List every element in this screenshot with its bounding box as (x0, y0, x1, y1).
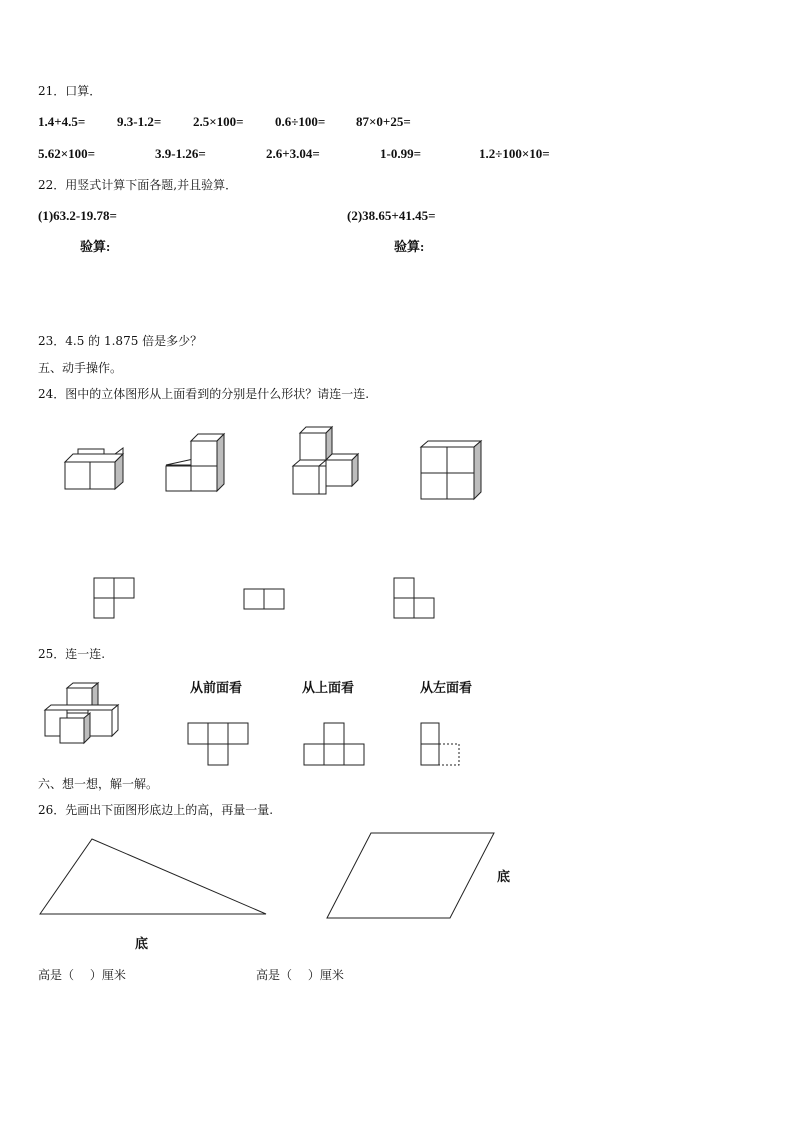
q21-item-5: 87×0+25= (356, 114, 411, 129)
q21-item-4: 0.6÷100= (275, 114, 326, 129)
q21-item-9: 1-0.99= (380, 146, 421, 161)
q26-parallelogram (324, 830, 498, 922)
q26-triangle (36, 836, 272, 918)
q25-view-front (186, 720, 252, 768)
q24-topview-1 (93, 577, 137, 621)
q22-title: 22．用竖式计算下面各题,并且验算． (38, 178, 238, 192)
q24-solid-4 (418, 438, 484, 502)
q26-parallelogram-base-label: 底 (497, 869, 511, 884)
q26-height-answer-2: 高是（ ）厘米 (256, 968, 344, 982)
q25-label-left: 从左面看 (420, 680, 473, 695)
q21-item-10: 1.2÷100×10= (479, 146, 550, 161)
q26-title: 26．先画出下面图形底边上的高，再量一量. (38, 803, 274, 817)
q22-problem-1: (1)63.2-19.78= (38, 208, 117, 223)
q21-item-6: 5.62×100= (38, 146, 96, 161)
q23-title: 23．4.5 的 1.875 倍是多少？ (38, 334, 203, 348)
q25-label-top: 从上面看 (302, 680, 355, 695)
q24-topview-2 (243, 588, 287, 612)
q26-triangle-base-label: 底 (135, 936, 149, 951)
q21-title: 21．口算． (38, 84, 102, 98)
q21-item-3: 2.5×100= (193, 114, 244, 129)
q24-title: 24．图中的立体图形从上面看到的分别是什么形状？请连一连. (38, 387, 370, 401)
q25-view-top (302, 720, 368, 768)
q25-label-front: 从前面看 (190, 680, 243, 695)
q21-item-2: 9.3-1.2= (117, 114, 162, 129)
q21-item-1: 1.4+4.5= (38, 114, 86, 129)
section-6-title: 六、想一想，解一解。 (38, 777, 159, 791)
q24-solid-3 (288, 424, 364, 498)
q22-problem-2: (2)38.65+41.45= (347, 208, 436, 223)
q25-view-left (418, 720, 466, 768)
q24-solid-2 (163, 432, 233, 496)
q24-solid-1 (60, 444, 130, 494)
q26-height-answer-1: 高是（ ）厘米 (38, 968, 126, 982)
q25-solid-figure (42, 680, 138, 746)
q21-item-8: 2.6+3.04= (266, 146, 320, 161)
q25-title: 25．连一连. (38, 647, 106, 661)
section-5-title: 五、动手操作。 (38, 361, 123, 375)
q22-check-2: 验算: (394, 239, 425, 254)
q21-item-7: 3.9-1.26= (155, 146, 206, 161)
q22-check-1: 验算: (80, 239, 111, 254)
q24-topview-3 (393, 577, 437, 621)
